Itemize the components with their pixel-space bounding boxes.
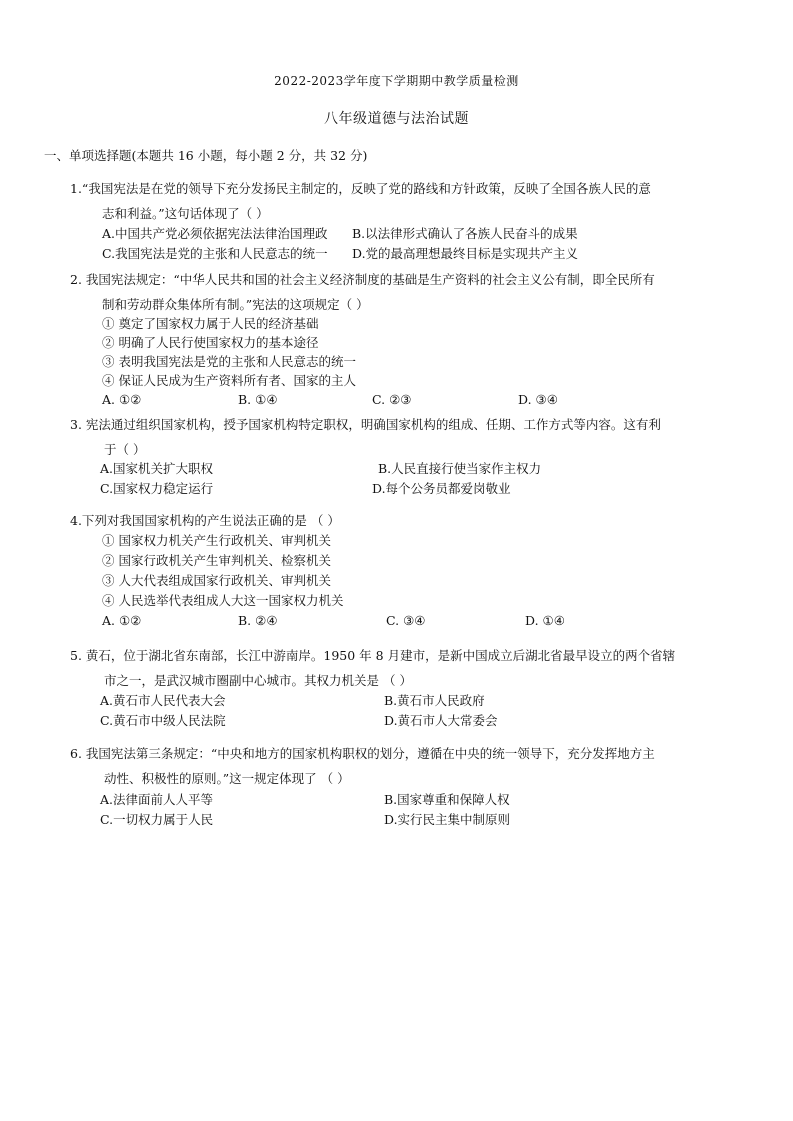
exam-title-line2: 八年级道德与法治试题 (324, 111, 469, 127)
question-6-option-c[interactable]: C.一切权力属于人民 (100, 812, 214, 827)
question-1-option-d[interactable]: D.党的最高理想最终目标是实现共产主义 (352, 246, 579, 261)
question-2-stem-line1: 2. 我国宪法规定：“中华人民共和国的社会主义经济制度的基础是生产资料的社会主义公有制，即全民所有 (70, 272, 655, 287)
question-2-option-d[interactable]: D. ③④ (518, 392, 558, 407)
question-4-item-3: ③ 人大代表组成国家行政机关、审判机关 (102, 573, 331, 588)
question-1-stem-line2: 志和利益。”这句话体现了（ ） (102, 206, 269, 221)
question-2-option-c[interactable]: C. ②③ (372, 392, 412, 407)
question-5-option-c[interactable]: C.黄石市中级人民法院 (100, 713, 226, 728)
question-5-option-b[interactable]: B.黄石市人民政府 (384, 693, 485, 708)
question-3-option-b[interactable]: B.人民直接行使当家作主权力 (378, 461, 542, 476)
question-1-option-b[interactable]: B.以法律形式确认了各族人民奋斗的成果 (352, 226, 578, 241)
question-2-item-2: ② 明确了人民行使国家权力的基本途径 (102, 335, 319, 350)
question-2-item-4: ④ 保证人民成为生产资料所有者、国家的主人 (102, 373, 356, 388)
question-6-stem-line1: 6. 我国宪法第三条规定：“中央和地方的国家机构职权的划分，遵循在中央的统一领导下，充分发挥地方主 (70, 746, 655, 761)
question-2-item-3: ③ 表明我国宪法是党的主张和人民意志的统一 (102, 354, 356, 369)
question-4-option-d[interactable]: D. ①④ (525, 613, 565, 628)
question-4-option-a[interactable]: A. ①② (102, 613, 142, 628)
question-1-option-c[interactable]: C.我国宪法是党的主张和人民意志的统一 (102, 246, 328, 261)
question-3-stem-line2: 于（ ） (104, 442, 146, 457)
question-1-stem-line1: 1.“我国宪法是在党的领导下充分发扬民主制定的，反映了党的路线和方针政策，反映了全国各族人民的意 (70, 181, 651, 196)
question-4-stem-line1: 4.下列对我国国家机构的产生说法正确的是 （ ） (70, 513, 340, 528)
question-4-item-4: ④ 人民选举代表组成人大这一国家权力机关 (102, 593, 344, 608)
question-4-option-b[interactable]: B. ②④ (238, 613, 278, 628)
question-3-stem-line1: 3. 宪法通过组织国家机构，授予国家机构特定职权，明确国家机构的组成、任期、工作方式等内容。这有利 (70, 417, 661, 432)
question-3-option-a[interactable]: A.国家机关扩大职权 (100, 461, 214, 476)
question-5-stem-line1: 5. 黄石，位于湖北省东南部，长江中游南岸。1950 年 8 月建市，是新中国成立后湖北省最早设立的两个省辖 (70, 648, 676, 663)
question-2-option-a[interactable]: A. ①② (102, 392, 142, 407)
question-5-option-a[interactable]: A.黄石市人民代表大会 (100, 693, 226, 708)
question-1-option-a[interactable]: A.中国共产党必须依据宪法法律治国理政 (102, 226, 328, 241)
question-6-stem-line2: 动性、积极性的原则。”这一规定体现了 （ ） (104, 771, 350, 786)
question-6-option-d[interactable]: D.实行民主集中制原则 (384, 812, 511, 827)
question-6-option-a[interactable]: A.法律面前人人平等 (100, 792, 214, 807)
section-heading: 一、单项选择题(本题共 16 小题，每小题 2 分，共 32 分) (44, 148, 368, 163)
question-3-option-d[interactable]: D.每个公务员都爱岗敬业 (372, 481, 511, 496)
question-3-option-c[interactable]: C.国家权力稳定运行 (100, 481, 214, 496)
question-2-stem-line2: 制和劳动群众集体所有制。”宪法的这项规定（ ） (102, 297, 369, 312)
question-4-option-c[interactable]: C. ③④ (386, 613, 426, 628)
question-2-item-1: ① 奠定了国家权力属于人民的经济基础 (102, 316, 319, 331)
question-6-option-b[interactable]: B.国家尊重和保障人权 (384, 792, 510, 807)
question-5-option-d[interactable]: D.黄石市人大常委会 (384, 713, 498, 728)
exam-title-line1: 2022-2023学年度下学期期中教学质量检测 (274, 74, 519, 88)
question-2-option-b[interactable]: B. ①④ (238, 392, 278, 407)
question-4-item-1: ① 国家权力机关产生行政机关、审判机关 (102, 533, 331, 548)
question-4-item-2: ② 国家行政机关产生审判机关、检察机关 (102, 553, 331, 568)
question-5-stem-line2: 市之一，是武汉城市圈副中心城市。其权力机关是 （ ） (104, 673, 412, 688)
